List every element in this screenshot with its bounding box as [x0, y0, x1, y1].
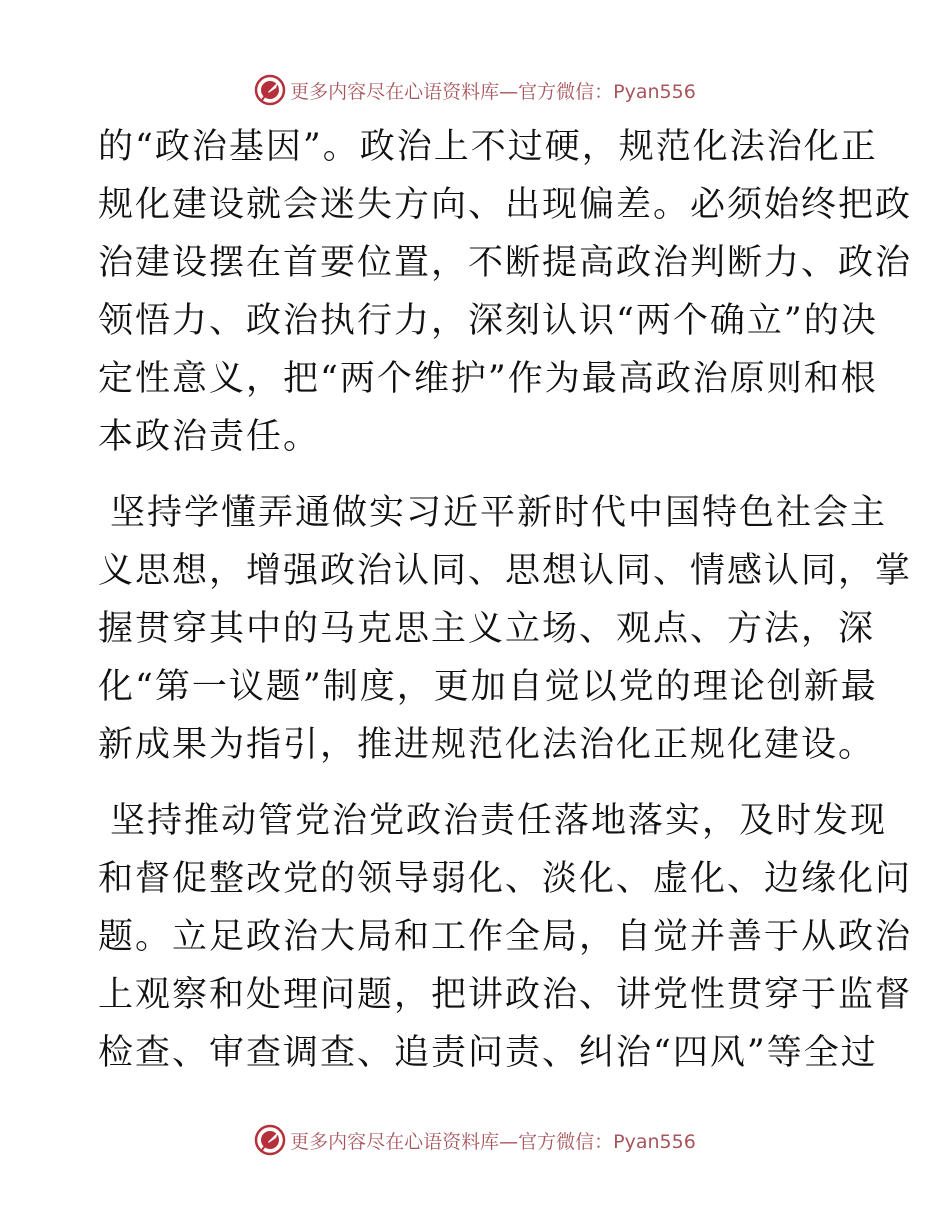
- text-line: 定性意义，把“两个维护”作为最高政治原则和根: [98, 359, 878, 399]
- text-line: 和督促整改党的领导弱化、淡化、虚化、边缘化问: [98, 859, 913, 899]
- footer-watermark: [0, 1122, 950, 1158]
- paragraph-party-responsibility: [98, 792, 913, 1082]
- text-line: 坚持学懂弄通做实习近平新时代中国特色社会主: [110, 493, 888, 533]
- text-line: 检查、审查调查、追责问责、纠治“四风”等全过: [98, 1033, 878, 1073]
- watermark-wechat-text: —官方微信：Pyan556: [499, 1130, 696, 1153]
- watermark-main-text: 更多内容尽在心语资料库: [290, 1130, 500, 1153]
- paragraph-theory-study: [98, 484, 913, 774]
- text-line: 领悟力、政治执行力，深刻认识“两个确立”的决: [98, 301, 878, 341]
- text-line: 治建设摆在首要位置，不断提高政治判断力、政治: [98, 243, 913, 283]
- text-line: 的“政治基因”。政治上不过硬，规范化法治化正: [98, 127, 878, 167]
- text-line: 握贯穿其中的马克思主义立场、观点、方法，深: [98, 609, 876, 649]
- text-line: 上观察和处理问题，把讲政治、讲党性贯穿于监督: [98, 975, 913, 1015]
- watermark-wechat-text: —官方微信：Pyan556: [499, 80, 696, 103]
- text-line: 化“第一议题”制度，更加自觉以党的理论创新最: [98, 667, 878, 707]
- header-watermark: [0, 72, 950, 108]
- text-line: 题。立足政治大局和工作全局，自觉并善于从政治: [98, 917, 913, 957]
- text-line: 本政治责任。: [98, 417, 321, 457]
- text-line: 义思想，增强政治认同、思想认同、情感认同，掌: [98, 551, 913, 591]
- quill-logo-icon: [254, 74, 286, 106]
- text-line: 新成果为指引，推进规范化法治化正规化建设。: [98, 725, 876, 765]
- quill-logo-icon: [254, 1124, 286, 1156]
- text-line: 坚持推动管党治党政治责任落地落实，及时发现: [110, 801, 888, 841]
- watermark-main-text: 更多内容尽在心语资料库: [290, 80, 500, 103]
- document-body: [98, 118, 913, 1082]
- paragraph-political-gene: [98, 118, 913, 466]
- text-line: 规化建设就会迷失方向、出现偏差。必须始终把政: [98, 185, 913, 225]
